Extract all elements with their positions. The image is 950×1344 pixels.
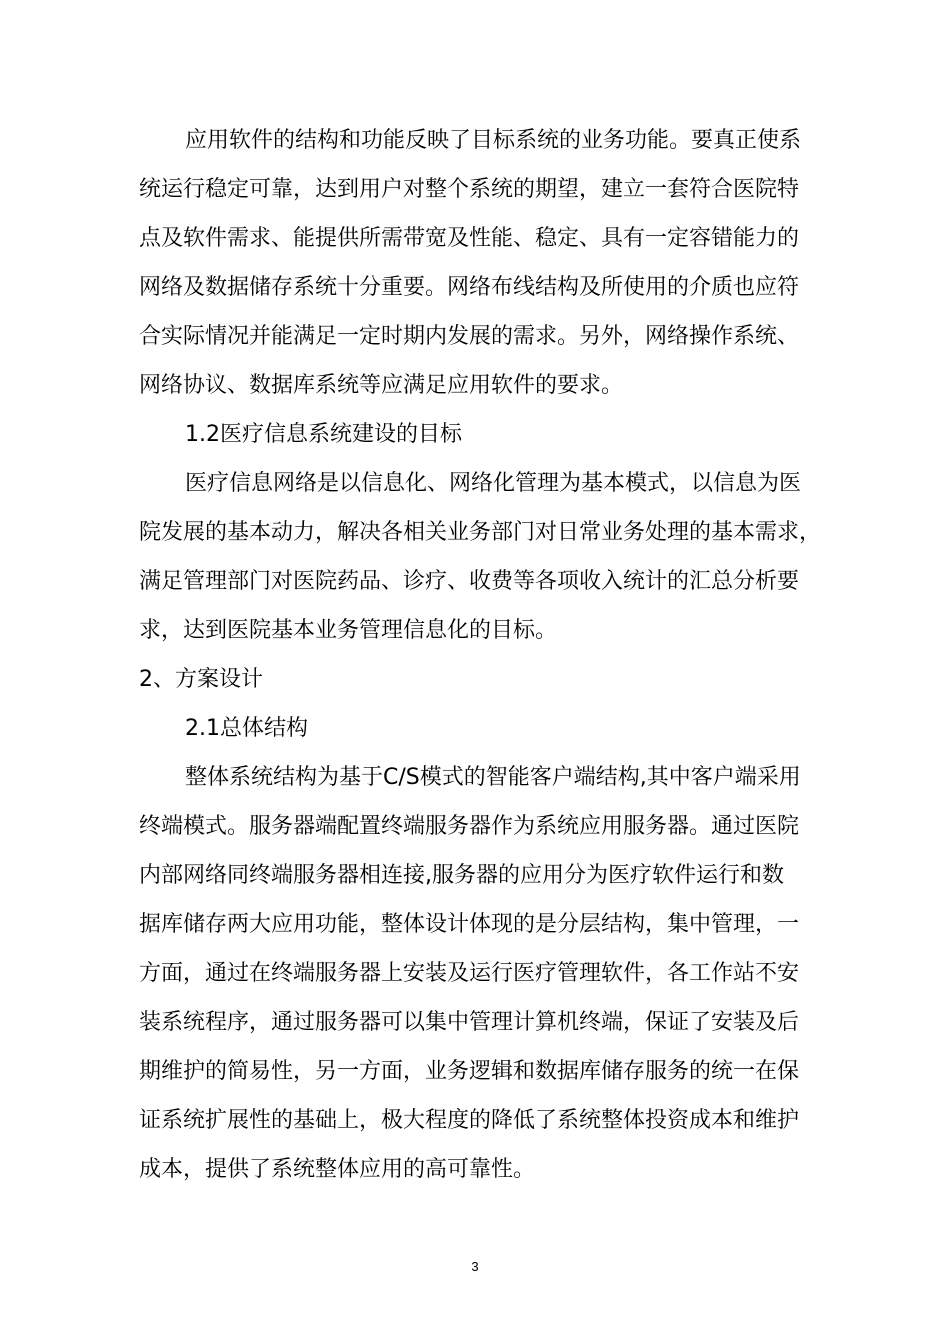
section-heading-2-1 xyxy=(139,704,819,753)
heading-text: 1.2医疗信息系统建设的目标 xyxy=(185,422,462,447)
text-line: 求，达到医院基本业务管理信息化的目标。 xyxy=(139,618,558,643)
text-line: 整体系统结构为基于C/S模式的智能客户端结构,其中客户端采用 xyxy=(185,765,801,790)
text-line: 终端模式。服务器端配置终端服务器作为系统应用服务器。通过医院 xyxy=(139,814,800,839)
text-line: 方面，通过在终端服务器上安装及运行医疗管理软件，各工作站不安 xyxy=(139,961,800,986)
text-line: 成本，提供了系统整体应用的高可靠性。 xyxy=(139,1157,536,1182)
text-line: 期维护的简易性，另一方面，业务逻辑和数据库储存服务的统一在保 xyxy=(139,1059,800,1084)
text-line: 合实际情况并能满足一定时期内发展的需求。另外，网络操作系统、 xyxy=(139,324,800,349)
text-line: 满足管理部门对医院药品、诊疗、收费等各项收入统计的汇总分析要 xyxy=(139,569,800,594)
text-line: 点及软件需求、能提供所需带宽及性能、稳定、具有一定容错能力的 xyxy=(139,226,800,251)
section-heading-1-2 xyxy=(139,410,819,459)
text-line: 院发展的基本动力，解决各相关业务部门对日常业务处理的基本需求， xyxy=(139,520,822,545)
page-number: 3 xyxy=(471,1259,479,1274)
text-line: 证系统扩展性的基础上，极大程度的降低了系统整体投资成本和维护 xyxy=(139,1108,800,1133)
text-line: 据库储存两大应用功能，整体设计体现的是分层结构，集中管理，一 xyxy=(139,912,800,937)
text-line: 网络协议、数据库系统等应满足应用软件的要求。 xyxy=(139,373,624,398)
heading-text: 2、方案设计 xyxy=(139,667,263,692)
paragraph-application-software xyxy=(139,116,819,410)
text-line: 统运行稳定可靠，达到用户对整个系统的期望，建立一套符合医院特 xyxy=(139,177,800,202)
text-line: 医疗信息网络是以信息化、网络化管理为基本模式，以信息为医 xyxy=(185,471,802,496)
text-line: 装系统程序，通过服务器可以集中管理计算机终端，保证了安装及后 xyxy=(139,1010,800,1035)
section-heading-2 xyxy=(139,655,819,704)
document-body xyxy=(139,116,822,1194)
text-line: 应用软件的结构和功能反映了目标系统的业务功能。要真正使系 xyxy=(185,128,802,153)
text-line: 网络及数据储存系统十分重要。网络布线结构及所使用的介质也应符 xyxy=(139,275,800,300)
text-line: 内部网络同终端服务器相连接,服务器的应用分为医疗软件运行和数 xyxy=(139,863,784,888)
heading-text: 2.1总体结构 xyxy=(185,716,308,741)
paragraph-overall-structure xyxy=(139,753,819,1194)
paragraph-medical-network-goal xyxy=(139,459,822,655)
